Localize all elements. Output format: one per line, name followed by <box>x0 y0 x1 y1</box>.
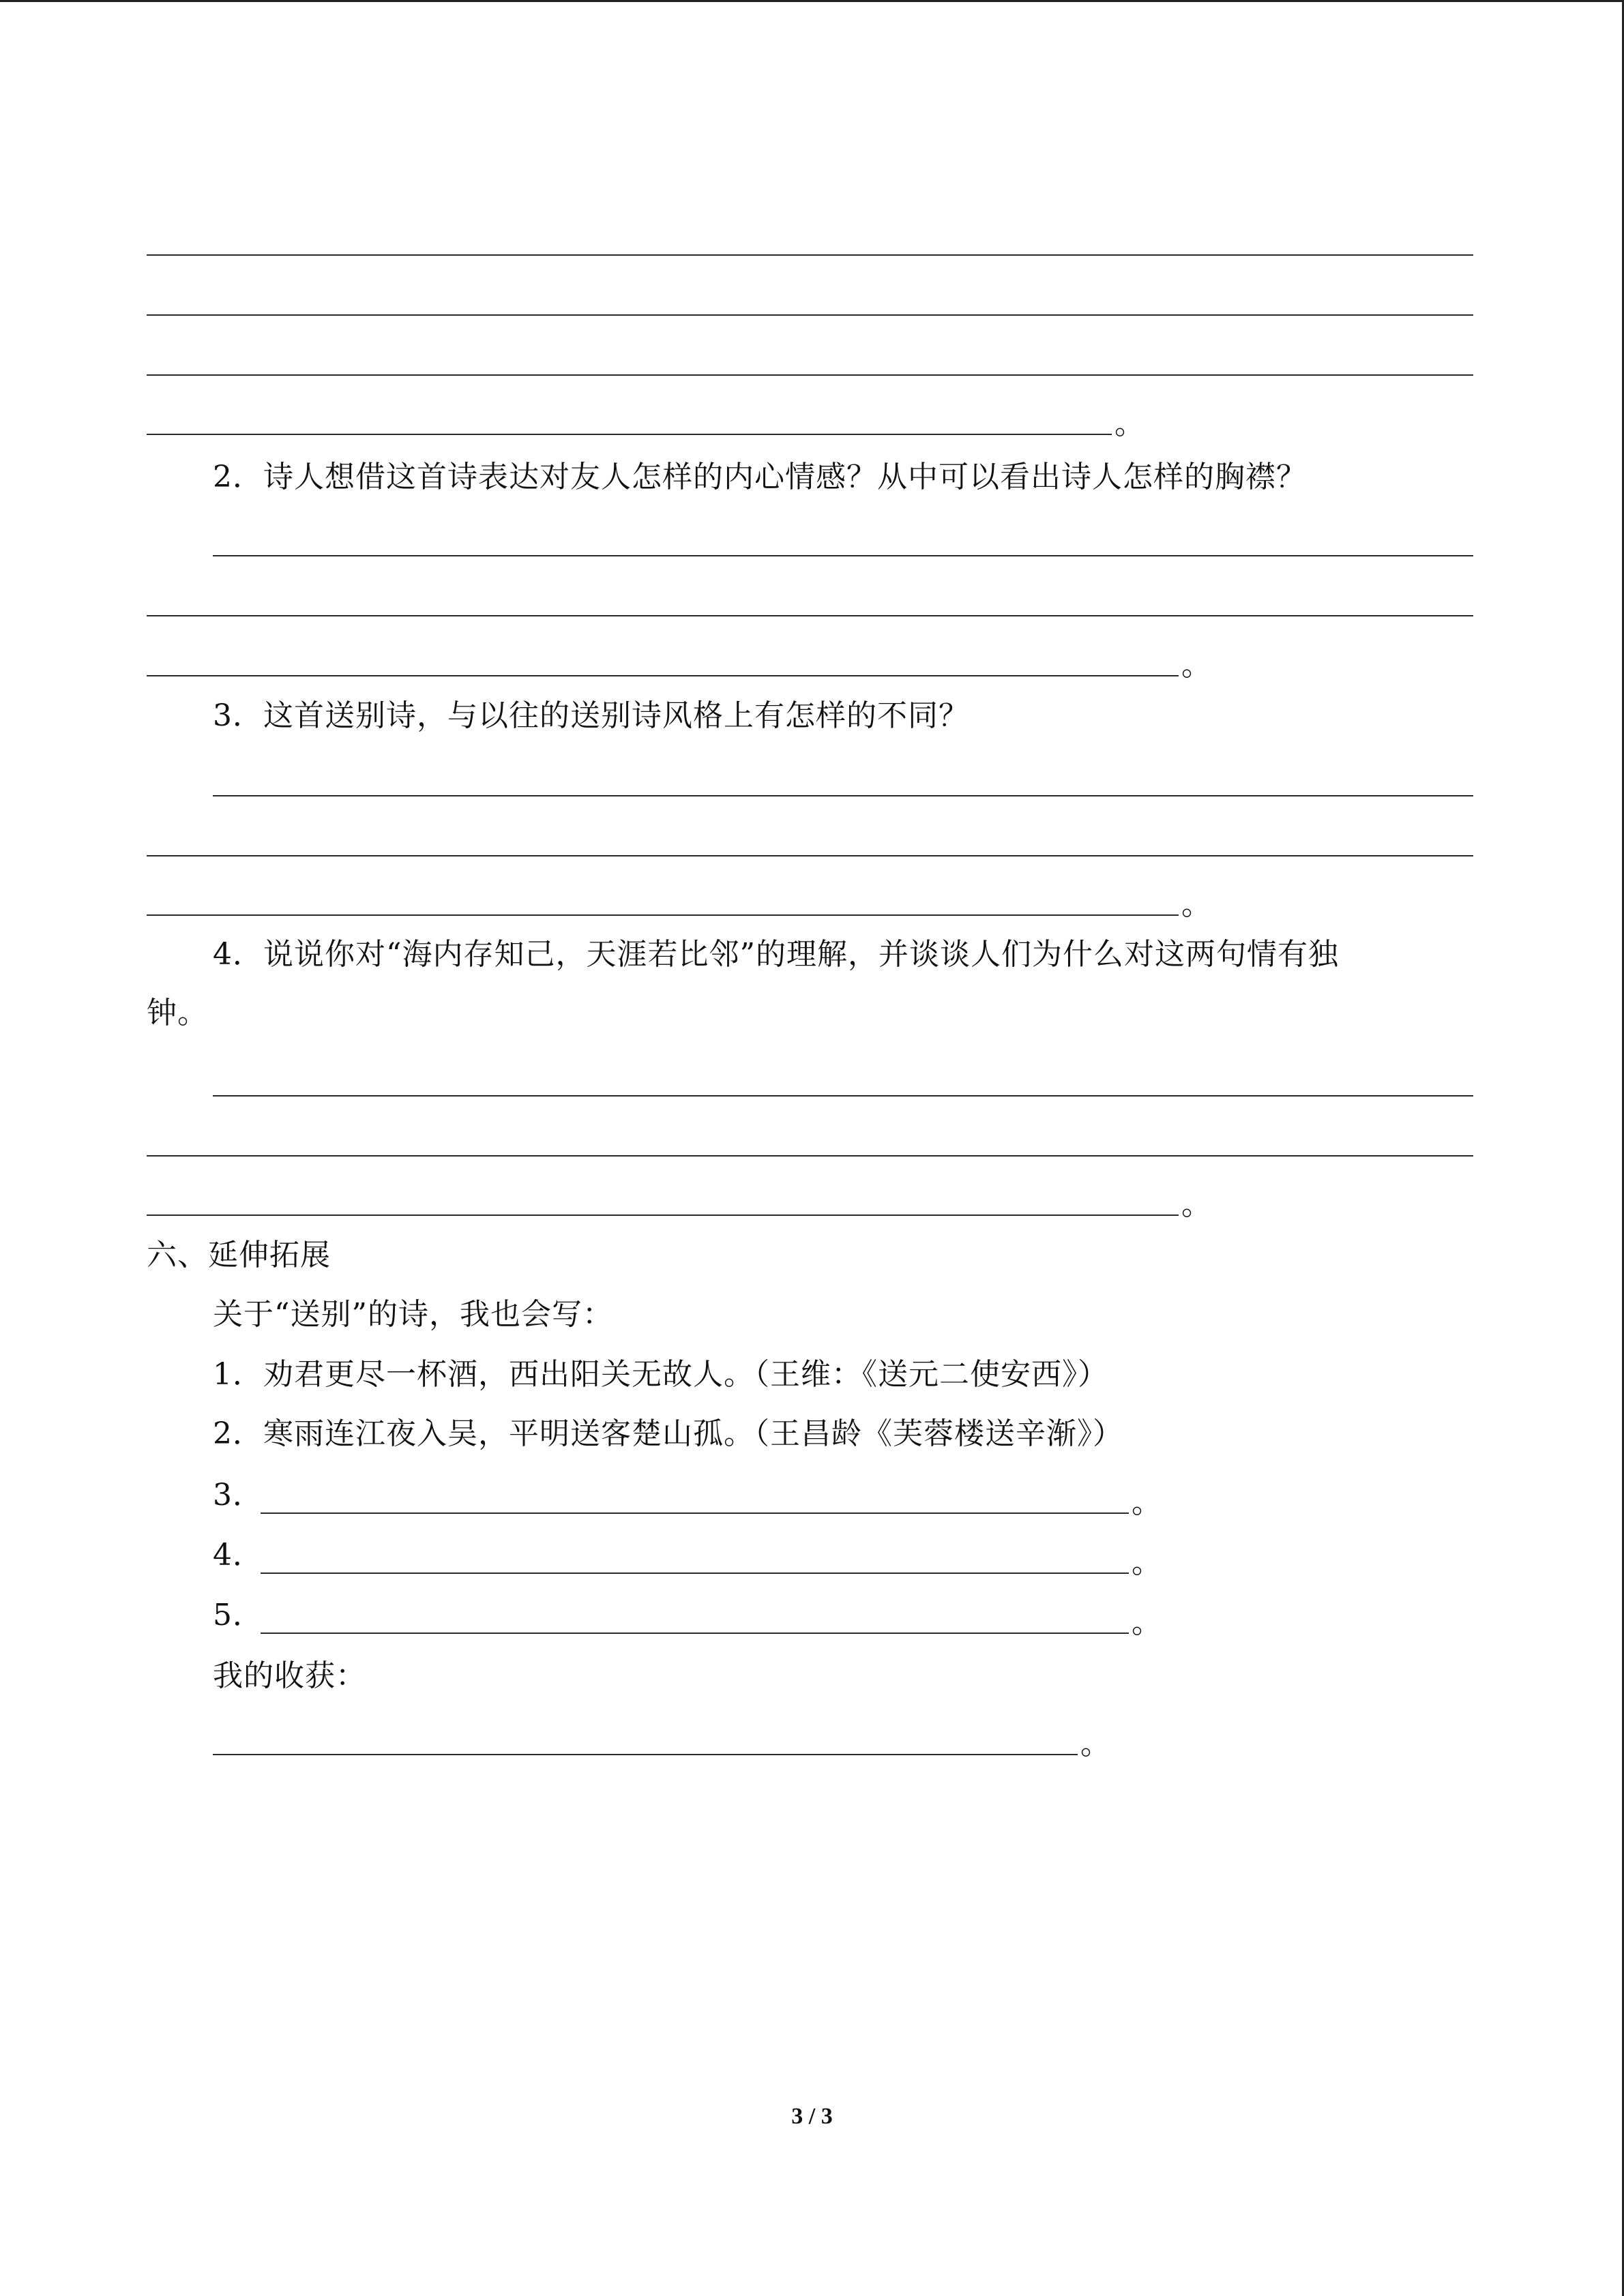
answer-line[interactable] <box>213 1754 1078 1755</box>
answer-line[interactable] <box>213 555 1473 556</box>
period-mark: 。 <box>1080 1727 1110 1761</box>
answer-line[interactable] <box>147 675 1179 676</box>
poem-item-5-number: 5． <box>213 1598 263 1632</box>
answer-line[interactable] <box>147 1214 1179 1216</box>
poem-item-2: 2．寒雨连江夜入吴，平明送客楚山孤。（王昌龄《芙蓉楼送辛渐》） <box>213 1416 1123 1451</box>
question-4-line2: 钟。 <box>147 996 208 1030</box>
period-mark: 。 <box>1181 1187 1211 1222</box>
answer-line[interactable] <box>147 254 1473 256</box>
period-mark: 。 <box>1132 1605 1162 1640</box>
answer-line[interactable] <box>261 1512 1129 1514</box>
question-4-line1: 4．说说你对“海内存知己，天涯若比邻”的理解，并谈谈人们为什么对这两句情有独 <box>213 937 1339 972</box>
page-number: 3 / 3 <box>791 2104 833 2129</box>
answer-line[interactable] <box>261 1572 1129 1574</box>
answer-line[interactable] <box>147 615 1473 616</box>
period-mark: 。 <box>1132 1545 1162 1580</box>
question-2: 2．诗人想借这首诗表达对友人怎样的内心情感？从中可以看出诗人怎样的胸襟？ <box>213 460 1307 494</box>
harvest-label: 我的收获： <box>213 1658 366 1693</box>
poem-item-3-number: 3． <box>213 1478 263 1512</box>
period-mark: 。 <box>1114 406 1145 441</box>
period-mark: 。 <box>1132 1485 1162 1520</box>
answer-line[interactable] <box>261 1632 1129 1634</box>
period-mark: 。 <box>1181 887 1211 922</box>
answer-line[interactable] <box>147 434 1112 435</box>
answer-line[interactable] <box>147 314 1473 316</box>
page-border-top <box>0 0 1624 2</box>
section-title: 六、延伸拓展 <box>147 1238 331 1272</box>
question-3: 3．这首送别诗，与以往的送别诗风格上有怎样的不同？ <box>213 698 969 733</box>
poem-item-4-number: 4． <box>213 1538 263 1572</box>
answer-line[interactable] <box>213 1095 1473 1097</box>
section-intro: 关于“送别”的诗，我也会写： <box>213 1297 613 1332</box>
poem-item-1: 1．劝君更尽一杯酒，西出阳关无故人。（王维：《送元二使安西》） <box>213 1357 1108 1392</box>
answer-line[interactable] <box>147 914 1179 916</box>
answer-line[interactable] <box>147 1155 1473 1157</box>
answer-line[interactable] <box>213 795 1473 796</box>
answer-line[interactable] <box>147 374 1473 376</box>
period-mark: 。 <box>1181 648 1211 683</box>
answer-line[interactable] <box>147 855 1473 856</box>
